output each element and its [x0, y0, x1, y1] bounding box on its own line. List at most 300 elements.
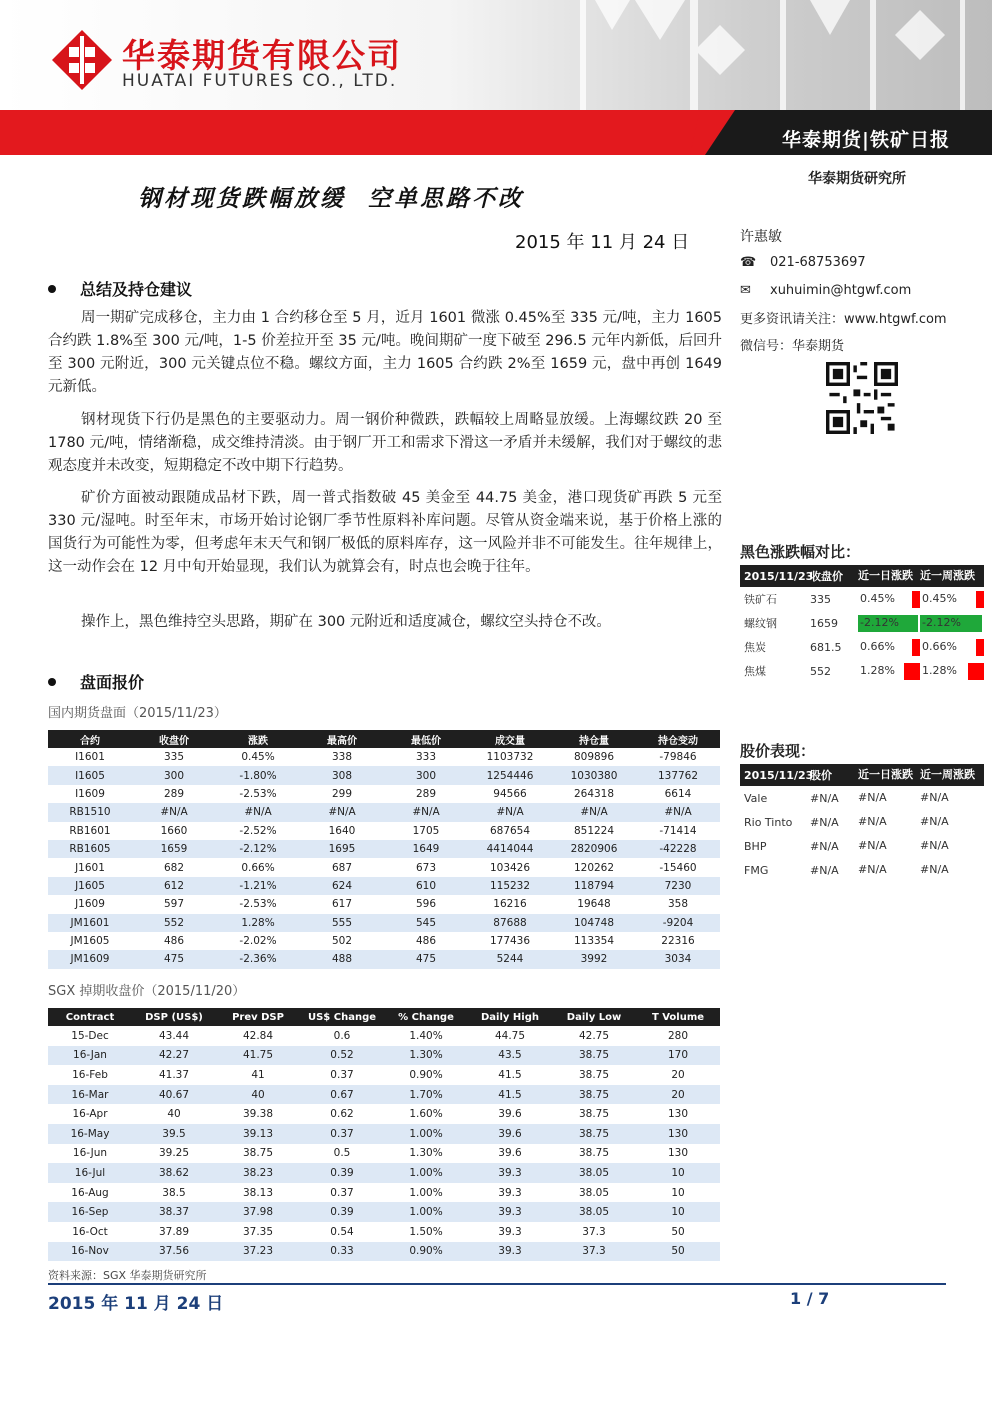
table-cell: 37.3 [582, 1245, 606, 1258]
table-cell: 1.28% [241, 916, 275, 929]
table-cell: 1640 [328, 824, 356, 837]
table-cell: 44.75 [494, 1029, 526, 1042]
header-cell: 最低价 [411, 735, 441, 747]
table-cell: 1030380 [570, 769, 618, 782]
table-cell: 338 [331, 751, 353, 764]
stock-title: 股价表现： [740, 742, 816, 760]
change-bar [976, 639, 984, 656]
table-cell: 38.5 [162, 1186, 186, 1199]
table-cell: I1601 [75, 751, 105, 764]
table-cell: 0.37 [330, 1186, 354, 1199]
table-cell: 38.75 [242, 1147, 274, 1160]
table-cell: -79846 [659, 751, 697, 764]
header-cell: T Volume [651, 1011, 705, 1023]
table-row [48, 1124, 720, 1144]
change-cell [920, 612, 984, 634]
change-value: 0.66% [860, 640, 895, 653]
table-cell: 130 [667, 1147, 689, 1160]
table-cell: 1.60% [409, 1108, 443, 1121]
table-cell: 94566 [493, 787, 527, 800]
paragraph: 矿价方面被动跟随成品材下跌，周一普式指数破 45 美金至 44.75 美金，港口现货矿再跌 5 元至 330 元/湿吨。时至年末，市场开始讨论钢厂季节性原料补库问题。尽管从资金端来说，基于价格上涨的国货行为可能性为零，但考虑年末天气和钢厂极低的原料库存，这一风险并非不可能发生。往年规律上，这一动作会在 12 月中旬开始显现，我们认为就算会有，时点也会晚于往年。 [48, 490, 722, 575]
table-cell: 41.75 [242, 1049, 274, 1062]
table-row [48, 932, 720, 950]
table-cell: 545 [415, 916, 437, 929]
header-cell: 持仓变动 [658, 735, 698, 747]
table-cell: JM1609 [70, 953, 110, 966]
table-cell: 617 [331, 898, 353, 911]
table-cell: 280 [667, 1029, 689, 1042]
analyst-name: 许惠敏 [740, 229, 782, 245]
table-cell: 19648 [577, 898, 611, 911]
stock-value: #N/A [858, 839, 887, 852]
table-cell: 682 [163, 861, 185, 874]
change-bar [976, 591, 984, 608]
page-number: 1 / 7 [790, 1289, 830, 1308]
change-value: 0.45% [922, 592, 957, 605]
table-cell: 38.37 [158, 1206, 190, 1219]
header-cell: 近一日涨跌 [858, 569, 913, 582]
table-cell: 16-Feb [72, 1068, 108, 1081]
header-cell: US$ Change [307, 1011, 377, 1023]
table-cell: 20 [671, 1088, 685, 1101]
table-cell: 555 [331, 916, 353, 929]
table-cell: 22316 [661, 935, 695, 948]
list-item [740, 611, 984, 635]
domestic-table-caption: 国内期货盘面（2015/11/23） [48, 706, 227, 721]
header-cell: Prev DSP [232, 1011, 284, 1023]
table-cell: JM1605 [70, 935, 110, 948]
close-price: 1659 [810, 616, 838, 630]
table-cell: 50 [671, 1225, 685, 1238]
mail-icon: ✉ [740, 283, 751, 298]
phone-icon: ☎ [740, 255, 757, 270]
table-cell: 38.62 [158, 1166, 190, 1179]
header-cell: 2015/11/23 [744, 569, 814, 583]
table-row [48, 1104, 720, 1124]
table-cell: 475 [415, 953, 437, 966]
table-row [48, 895, 720, 913]
change-bar [912, 591, 920, 608]
table-cell: 20 [671, 1068, 685, 1081]
table-cell: 38.75 [578, 1088, 610, 1101]
table-cell: 16-Mar [71, 1088, 109, 1101]
table-row [48, 1046, 720, 1066]
stock-value: #N/A [920, 839, 949, 852]
table-cell: 486 [415, 935, 437, 948]
paragraph: 操作上，黑色维持空头思路，期矿在 300 元附近和适度减仓，螺纹空头持仓不改。 [81, 614, 611, 630]
table-row [48, 766, 720, 784]
table-row [48, 877, 720, 895]
table-cell: 552 [163, 916, 185, 929]
header-cell: 收盘价 [159, 735, 189, 747]
table-cell: 38.23 [242, 1166, 274, 1179]
table-cell: -1.21% [239, 879, 277, 892]
table-cell: 113354 [573, 935, 615, 948]
header-cell: 最高价 [327, 735, 357, 747]
table-cell: #N/A [244, 806, 272, 819]
table-cell: 39.6 [498, 1108, 522, 1121]
table-cell: -1.80% [239, 769, 277, 782]
table-cell: #N/A [160, 806, 188, 819]
table-cell: 42.27 [158, 1049, 190, 1062]
table-cell: 40.67 [158, 1088, 190, 1101]
header-cell: 收盘价 [810, 570, 843, 583]
header-cell: % Change [398, 1011, 454, 1023]
change-value: 1.28% [922, 664, 957, 677]
table-cell: 0.39 [330, 1166, 354, 1179]
table-cell: -42228 [659, 843, 697, 856]
table-cell: #N/A [412, 806, 440, 819]
table-cell: 16-Apr [72, 1108, 108, 1121]
table-cell: 16-Jan [73, 1049, 107, 1062]
black-compare-table [740, 565, 984, 683]
table-cell: 39.13 [242, 1127, 274, 1140]
table-cell: 0.37 [330, 1127, 354, 1140]
footer-date: 2015 年 11 月 24 日 [48, 1294, 224, 1314]
table-row [48, 785, 720, 803]
report-date: 2015 年 11 月 24 日 [515, 232, 690, 253]
table-cell: 41.5 [498, 1068, 522, 1081]
change-cell [920, 660, 984, 682]
table-cell: 16216 [493, 898, 527, 911]
black-compare-title: 黑色涨跌幅对比： [740, 543, 861, 561]
sgx-table-body [48, 1026, 720, 1261]
table-cell: 502 [331, 935, 353, 948]
stock-body [740, 786, 984, 882]
table-cell: 170 [667, 1049, 689, 1062]
table-cell: 300 [163, 769, 185, 782]
table-cell: I1605 [75, 769, 105, 782]
table-cell: 1695 [328, 843, 356, 856]
domestic-table-body [48, 748, 720, 969]
header-cell: 持仓量 [579, 735, 609, 747]
stock-header [740, 764, 984, 786]
table-cell: 10 [671, 1206, 685, 1219]
table-cell: 612 [163, 879, 185, 892]
table-cell: -2.53% [239, 787, 277, 800]
table-cell: 333 [415, 751, 437, 764]
change-value: 0.66% [922, 640, 957, 653]
table-row [48, 1163, 720, 1183]
stock-value: #N/A [858, 815, 887, 828]
table-cell: 486 [163, 935, 185, 948]
table-cell: -2.53% [239, 898, 277, 911]
table-cell: 39.38 [242, 1108, 274, 1121]
commodity-name: 焦炭 [744, 641, 766, 654]
table-row [48, 914, 720, 932]
table-cell: 0.54 [330, 1225, 354, 1238]
phone-number: 021-68753697 [770, 255, 866, 270]
table-cell: 687 [331, 861, 353, 874]
table-cell: #N/A [328, 806, 356, 819]
table-cell: 289 [163, 787, 185, 800]
stock-value: #N/A [920, 791, 949, 804]
domestic-table-header [48, 730, 720, 748]
table-cell: 1705 [412, 824, 440, 837]
list-item [740, 858, 984, 882]
table-cell: 39.25 [158, 1147, 190, 1160]
source-note: 资料来源：SGX 华泰期货研究所 [48, 1269, 207, 1282]
table-cell: 7230 [664, 879, 692, 892]
table-row [48, 1242, 720, 1262]
table-cell: 596 [415, 898, 437, 911]
header-cell: 近一日涨跌 [858, 768, 913, 781]
table-cell: 16-Oct [72, 1225, 108, 1238]
table-row [48, 1144, 720, 1164]
table-cell: 38.75 [578, 1108, 610, 1121]
table-cell: RB1605 [69, 843, 111, 856]
bullet-icon [48, 285, 56, 293]
table-cell: RB1510 [69, 806, 111, 819]
stock-value: #N/A [858, 863, 887, 876]
table-cell: 1659 [160, 843, 188, 856]
table-cell: 264318 [573, 787, 615, 800]
table-cell: 39.3 [498, 1166, 522, 1179]
table-cell: -9204 [662, 916, 694, 929]
table-cell: 488 [331, 953, 353, 966]
table-cell: 37.23 [242, 1245, 274, 1258]
table-cell: 37.89 [158, 1225, 190, 1238]
table-row [48, 1202, 720, 1222]
table-cell: -15460 [659, 861, 697, 874]
table-cell: 300 [415, 769, 437, 782]
change-value: 1.28% [860, 664, 895, 677]
table-cell: -2.52% [239, 824, 277, 837]
table-cell: 39.3 [498, 1186, 522, 1199]
table-row [48, 822, 720, 840]
table-cell: RB1601 [69, 824, 111, 837]
table-cell: 38.75 [578, 1068, 610, 1081]
table-cell: 1.40% [409, 1029, 443, 1042]
table-cell: 1103732 [486, 751, 534, 764]
header-cell: 合约 [80, 735, 100, 747]
table-cell: 1.00% [409, 1186, 443, 1199]
header-cell: 股价 [810, 769, 832, 782]
table-cell: 0.39 [330, 1206, 354, 1219]
change-cell [920, 636, 984, 658]
more-info-link[interactable]: 更多资讯请关注：www.htgwf.com [740, 312, 947, 327]
table-cell: -2.02% [239, 935, 277, 948]
table-cell: 37.35 [242, 1225, 274, 1238]
table-cell: -2.12% [239, 843, 277, 856]
table-cell: 42.75 [578, 1029, 610, 1042]
table-cell: 0.66% [241, 861, 275, 874]
table-cell: 15-Dec [71, 1029, 109, 1042]
stock-value: #N/A [920, 815, 949, 828]
header-cell: Daily High [481, 1011, 539, 1023]
table-cell: 137762 [657, 769, 699, 782]
table-cell: 38.75 [578, 1147, 610, 1160]
list-item [740, 834, 984, 858]
table-cell: 597 [163, 898, 185, 911]
table-cell: 39.6 [498, 1147, 522, 1160]
table-cell: 16-Aug [71, 1186, 109, 1199]
change-cell [858, 636, 920, 658]
table-cell: 673 [415, 861, 437, 874]
table-cell: 1649 [412, 843, 440, 856]
table-cell: 1.50% [409, 1225, 443, 1238]
section-title-text: 盘面报价 [80, 673, 145, 692]
table-cell: 120262 [573, 861, 615, 874]
table-cell: 16-Nov [71, 1245, 109, 1258]
table-cell: 0.6 [333, 1029, 351, 1042]
table-cell: J1601 [75, 861, 105, 874]
table-cell: 1.30% [409, 1049, 443, 1062]
header-cell: 近一周涨跌 [920, 768, 975, 781]
black-compare-body [740, 587, 984, 683]
table-cell: JM1601 [70, 916, 110, 929]
table-cell: 1.00% [409, 1166, 443, 1179]
qr-code-icon [826, 362, 898, 434]
table-cell: 1.30% [409, 1147, 443, 1160]
table-cell: 0.52 [330, 1049, 354, 1062]
table-cell: -71414 [659, 824, 697, 837]
table-cell: 38.13 [242, 1186, 274, 1199]
table-cell: 39.3 [498, 1225, 522, 1238]
table-cell: 37.56 [158, 1245, 190, 1258]
wechat-id: 微信号：华泰期货 [740, 339, 845, 354]
footer-divider [48, 1283, 946, 1285]
table-cell: 41.5 [498, 1088, 522, 1101]
sgx-table-caption: SGX 掉期收盘价（2015/11/20） [48, 984, 246, 999]
table-cell: 610 [415, 879, 437, 892]
table-cell: J1605 [75, 879, 105, 892]
list-item [740, 786, 984, 810]
list-item [740, 659, 984, 683]
table-cell: 289 [415, 787, 437, 800]
table-cell: 87688 [493, 916, 527, 929]
table-row [48, 840, 720, 858]
change-cell [858, 612, 920, 634]
header-cell: 近一周涨跌 [920, 569, 975, 582]
stock-table [740, 764, 984, 882]
research-institute: 华泰期货研究所 [808, 171, 906, 187]
stock-value: #N/A [810, 839, 839, 853]
table-row [48, 1026, 720, 1046]
header-cell: 2015/11/23 [744, 768, 814, 782]
sgx-swap-table [48, 1008, 720, 1261]
table-cell: 2820906 [570, 843, 618, 856]
close-price: 681.5 [810, 640, 842, 654]
table-cell: 177436 [489, 935, 531, 948]
table-cell: 115232 [489, 879, 531, 892]
email-row [740, 283, 911, 298]
table-cell: 1660 [160, 824, 188, 837]
list-item [740, 587, 984, 611]
header-cell: DSP (US$) [145, 1011, 203, 1023]
commodity-name: 铁矿石 [744, 593, 777, 606]
sgx-table-header [48, 1008, 720, 1026]
table-cell: 475 [163, 953, 185, 966]
domestic-futures-table [48, 730, 720, 969]
table-cell: 851224 [573, 824, 615, 837]
change-value: 0.45% [860, 592, 895, 605]
change-bar [912, 639, 920, 656]
change-value: -2.12% [922, 616, 961, 629]
table-cell: 39.6 [498, 1127, 522, 1140]
table-cell: 38.75 [578, 1049, 610, 1062]
table-cell: #N/A [496, 806, 524, 819]
stock-value: #N/A [810, 863, 839, 877]
page-header [0, 0, 992, 155]
table-cell: 299 [331, 787, 353, 800]
table-cell: 10 [671, 1166, 685, 1179]
table-cell: 809896 [573, 751, 615, 764]
black-compare-header [740, 565, 984, 587]
section-quotes-title [48, 670, 144, 693]
table-cell: 0.5 [333, 1147, 351, 1160]
table-cell: 118794 [573, 879, 615, 892]
table-cell: 130 [667, 1127, 689, 1140]
table-cell: 39.3 [498, 1245, 522, 1258]
table-row [48, 950, 720, 968]
table-cell: 3034 [664, 953, 692, 966]
table-cell: 3992 [580, 953, 608, 966]
table-cell: 10 [671, 1186, 685, 1199]
table-cell: 16-Jun [72, 1147, 108, 1160]
change-bar [968, 663, 984, 680]
paragraph: 周一期矿完成移仓，主力由 1 合约移仓至 5 月，近月 1601 微涨 0.45%至 335 元/吨，主力 1605 合约跌 1.8%至 300 元/吨，1-5 价差拉开至 35 元/吨。晚间期矿一度下破至 296.5 元年内新低，后回升至 300 元附近，300 元关键点位不稳。螺纹方面，主力 1605 合约跌 2%至 1659 元，盘中再创 1649 元新低。 [48, 310, 722, 395]
table-cell: 41 [251, 1068, 265, 1081]
stock-value: #N/A [920, 863, 949, 876]
table-cell: 0.33 [330, 1245, 354, 1258]
table-cell: 38.05 [578, 1186, 610, 1199]
table-cell: 43.5 [498, 1049, 522, 1062]
table-cell: 0.67 [330, 1088, 354, 1101]
stock-value: #N/A [810, 815, 839, 829]
table-cell: 0.90% [409, 1245, 443, 1258]
table-cell: 335 [163, 751, 185, 764]
table-cell: 39.3 [498, 1206, 522, 1219]
commodity-name: 螺纹钢 [744, 617, 777, 630]
table-cell: 687654 [489, 824, 531, 837]
table-cell: 43.44 [158, 1029, 190, 1042]
table-cell: 39.5 [162, 1127, 186, 1140]
table-row [48, 1183, 720, 1203]
table-cell: 4414044 [486, 843, 534, 856]
table-cell: 38.05 [578, 1166, 610, 1179]
close-price: 335 [810, 592, 831, 606]
email-address[interactable]: xuhuimin@htgwf.com [770, 283, 912, 298]
table-row [48, 1222, 720, 1242]
table-cell: 1.70% [409, 1088, 443, 1101]
table-cell: 16-Jul [74, 1166, 106, 1179]
section-title-text: 总结及持仓建议 [80, 280, 193, 299]
huatai-logo-icon [52, 30, 112, 90]
table-cell: 308 [331, 769, 353, 782]
stock-name: BHP [744, 839, 767, 853]
commodity-name: 焦煤 [744, 665, 766, 678]
stock-name: FMG [744, 863, 769, 877]
table-cell: 624 [331, 879, 353, 892]
table-cell: 16-May [70, 1127, 110, 1140]
table-cell: 42.84 [242, 1029, 274, 1042]
table-cell: 104748 [573, 916, 615, 929]
change-value: -2.12% [860, 616, 899, 629]
table-cell: #N/A [580, 806, 608, 819]
table-cell: 5244 [496, 953, 524, 966]
stock-value: #N/A [858, 791, 887, 804]
table-cell: 50 [671, 1245, 685, 1258]
table-cell: 1.00% [409, 1206, 443, 1219]
table-cell: 38.75 [578, 1127, 610, 1140]
table-cell: 38.05 [578, 1206, 610, 1219]
stock-name: Rio Tinto [744, 815, 793, 829]
stock-value: #N/A [810, 791, 839, 805]
change-cell [920, 588, 984, 610]
table-row [48, 1065, 720, 1085]
header-cell: 成交量 [495, 735, 525, 747]
